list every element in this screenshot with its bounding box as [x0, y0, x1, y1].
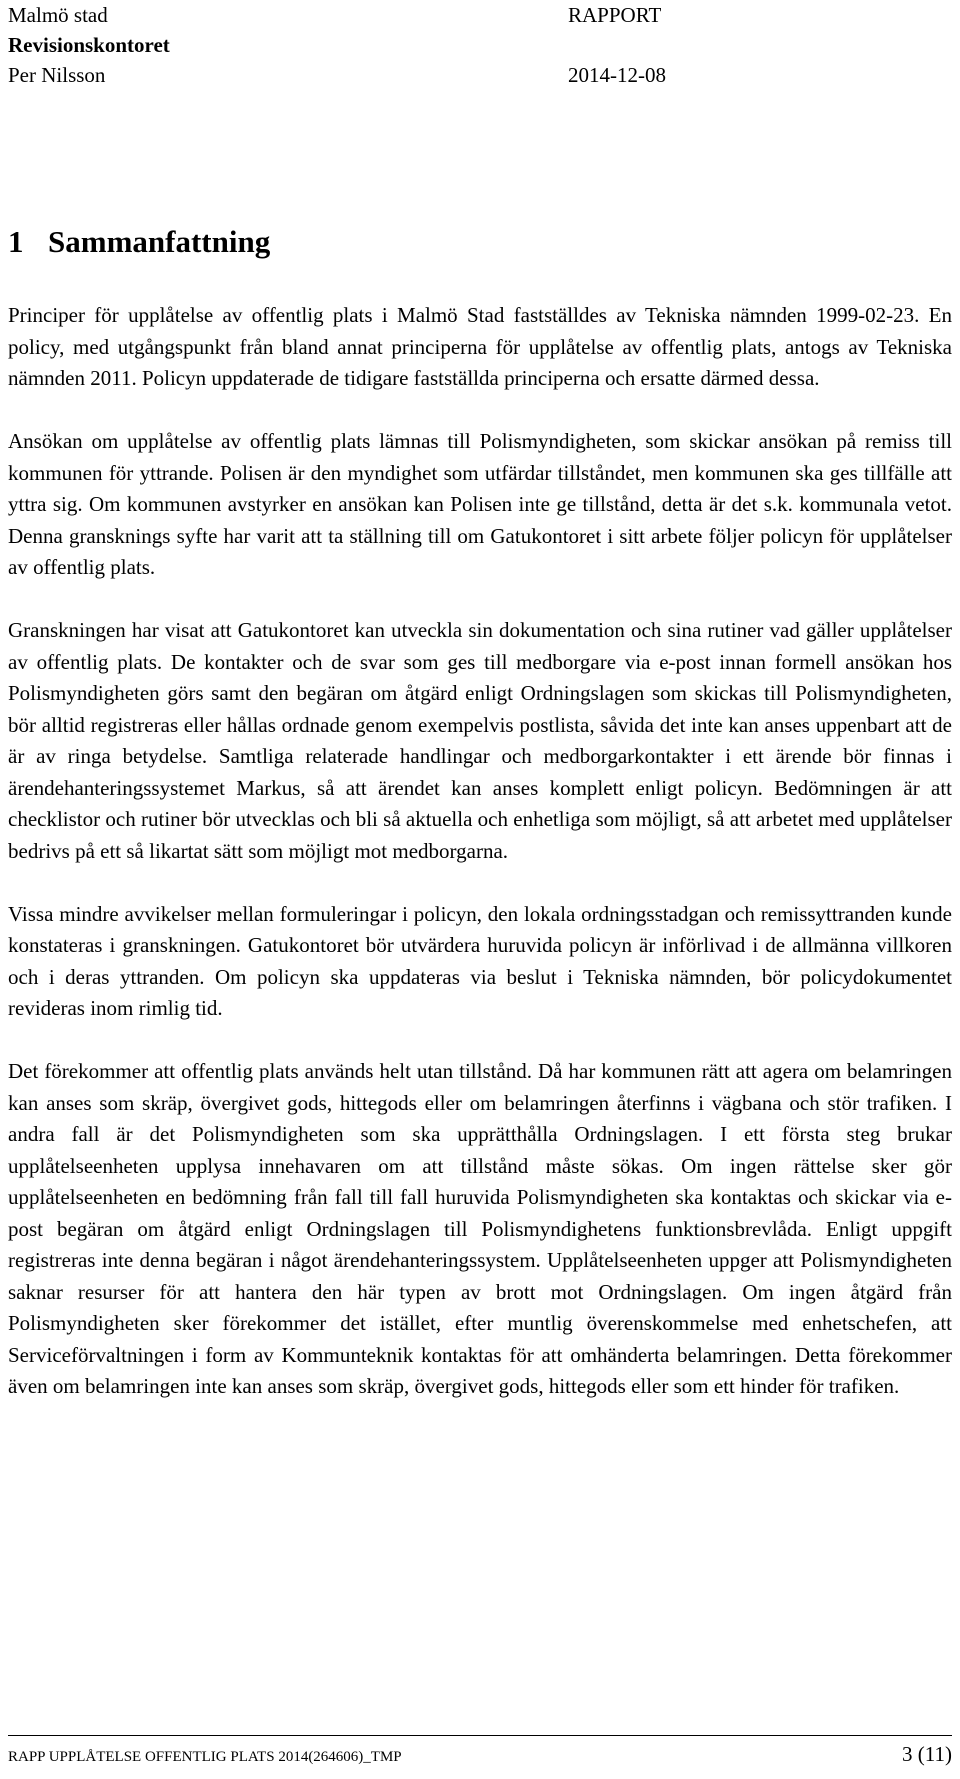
- header-row-1: [8, 0, 768, 30]
- header-row-3: [8, 60, 768, 90]
- header-doc-type: RAPPORT: [568, 3, 662, 27]
- paragraph-3: Granskningen har visat att Gatukontoret kan utveckla sin dokumentation och sina rutiner vad gäller upplåtelser av offentlig plats. De kontakter och de svar som ges till medborgare via e-post innan formell ansökan hos Polismyndigheten görs samt den begäran om åtgärd enligt Ordningslagen som skickas till Polismyndigheten, bör alltid registreras eller hållas ordnade genom exempelvis postlista, såvida det inte kan anses uppenbart att de är av ringa betydelse. Samtliga relaterade handlingar och medborgarkontakter i ett ärende bör finnas i ärendehanteringssystemet Markus, så att ärendet kan anses komplett enligt policyn. Bedömningen är att checklistor och rutiner bör utvecklas och bli så aktuella och enhetliga som möjligt, så att arbetet med upplåtelser bedrivs på ett så likartat sätt som möjligt mot medborgarna.: [8, 618, 952, 863]
- paragraph-5: Det förekommer att offentlig plats används helt utan tillstånd. Då har kommunen rätt att agera om belamringen kan anses som skräp, övergivet gods, hittegods eller om belamringen återfinns i vägbana och stör trafiken. I andra fall är det Polismyndigheten som ska upprätthålla Ordningslagen. I ett första steg brukar upplåtelseenheten upplysa innehavaren om att tillstånd måste sökas. Om ingen rättelse sker gör upplåtelseenheten en bedömning från fall till fall huruvida Polismyndigheten ska kontaktas och skickar via e-post begäran om åtgärd enligt Ordningslagen till Polismyndighetens funktionsbrevlåda. Enligt uppgift registreras inte denna begäran i något ärendehanteringssystem. Upplåtelseenheten uppger att Polismyndigheten saknar resurser för att hantera den här typen av brott mot Ordningslagen. Om ingen åtgärd från Polismyndigheten sker förekommer det istället, efter muntlig överenskommelse med enhetschefen, att Serviceförvaltningen i form av Kommunteknik kontaktas för att omhänderta belamringen. Detta förekommer även om belamringen inte kan anses som skräp, övergivet gods, hittegods eller som ett hinder för trafiken.: [8, 1059, 952, 1398]
- header-department: Revisionskontoret: [8, 33, 170, 57]
- footer-doc-code: RAPP UPPLÅTELSE OFFENTLIG PLATS 2014(264606)_TMP: [8, 1749, 402, 1765]
- paragraph-1: Principer för upplåtelse av offentlig plats i Malmö Stad fastställdes av Tekniska nämnden 1999-02-23. En policy, med utgångspunkt från bland annat principerna för upplåtelse av offentlig plats, antogs av Tekniska nämnden 2011. Policyn uppdaterade de tidigare fastställda principerna och ersatte därmed dessa.: [8, 303, 952, 390]
- paragraph-4: Vissa mindre avvikelser mellan formuleringar i policyn, den lokala ordningsstadgan och remissyttranden kunde konstateras i granskningen. Gatukontoret bör utvärdera huruvida policyn är införlivad i de allmänna villkoren och i deras yttranden. Om policyn ska uppdateras via beslut i Tekniska nämnden, bör policydokumentet revideras inom rimlig tid.: [8, 901, 952, 1020]
- page-footer: [8, 1735, 952, 1767]
- paragraph-2: Ansökan om upplåtelse av offentlig plats lämnas till Polismyndigheten, som skickar ansökan på remiss till kommunen för yttrande. Polisen är den myndighet som utfärdar tillståndet, men kommunen ska ges tillfälle att yttra sig. Om kommunen avstyrker en ansökan kan Polisen inte ge tillstånd, detta är det s.k. kommunala vetot. Denna gransknings syfte har varit att ta ställning till om Gatukontoret i sitt arbete följer policyn för upplåtelser av offentlig plats.: [8, 429, 952, 579]
- section-heading: [8, 224, 270, 260]
- header-author: Per Nilsson: [8, 63, 106, 87]
- header-date: 2014-12-08: [568, 63, 666, 87]
- section-number: 1: [8, 224, 24, 259]
- section-title: Sammanfattning: [48, 224, 271, 259]
- header-org: Malmö stad: [8, 3, 108, 27]
- header-row-2: [8, 30, 768, 60]
- page-number: 3 (11): [902, 1742, 952, 1766]
- page-header: [8, 0, 768, 90]
- document-body: [8, 300, 952, 1434]
